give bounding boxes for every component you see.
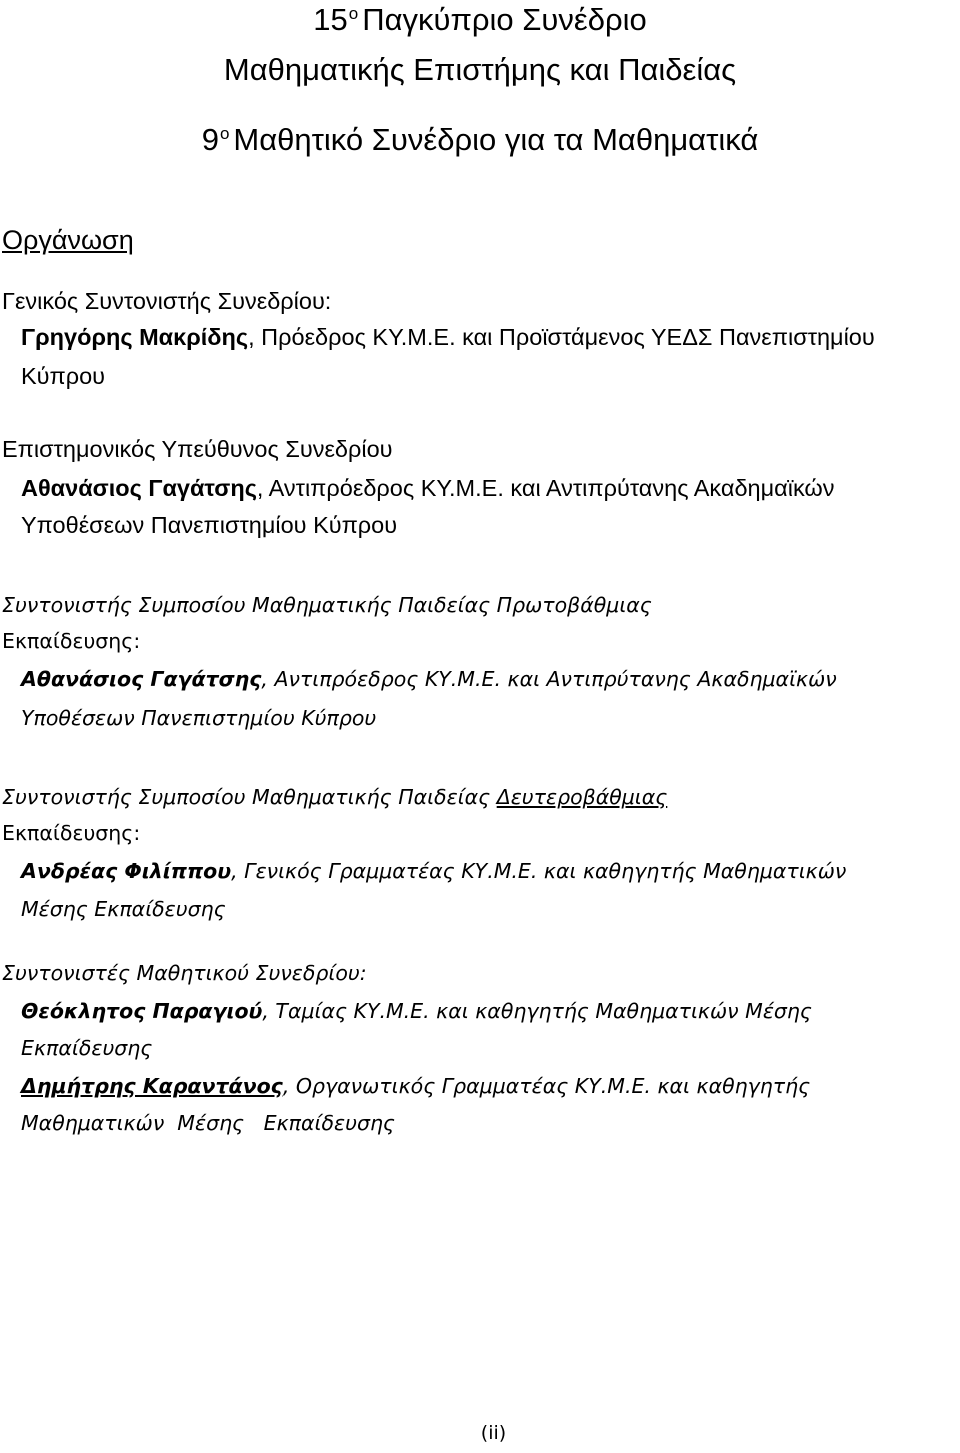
student-coordinator-2-name: Δημήτρης Καραντάνος	[21, 1074, 283, 1098]
primary-coordinator-line	[21, 667, 837, 691]
scientific-lead-line	[21, 475, 835, 502]
student-coordinator-1-role: , Ταμίας ΚΥ.Μ.Ε. και καθηγητής Μαθηματικών Μέσης	[262, 999, 812, 1023]
student-coordinator-2-role: , Οργανωτικός Γραμματέας ΚΥ.Μ.Ε. και καθηγητής	[282, 1074, 811, 1098]
primary-coordinator-role: , Αντιπρόεδρος ΚΥ.Μ.Ε. και Αντιπρύτανης Ακαδημαϊκών	[261, 667, 837, 691]
secondary-coordinator-role-cont: Μέσης Εκπαίδευσης	[21, 897, 226, 921]
ordinal-superscript: ο	[219, 124, 230, 143]
general-coordinator-role-cont: Κύπρου	[21, 363, 106, 389]
student-coordinators-label: Συντονιστές Μαθητικού Συνεδρίου:	[2, 961, 367, 985]
conference-title-line2: Μαθηματικής Επιστήμης και Παιδείας	[223, 52, 737, 87]
organisation-heading: Οργάνωση	[2, 225, 134, 255]
student-coordinator-1-name: Θεόκλητος Παραγιού	[21, 999, 263, 1023]
general-coordinator-label: Γενικός Συντονιστής Συνεδρίου:	[2, 288, 332, 314]
primary-coordinator-label-cont: Εκπαίδευσης:	[2, 629, 141, 653]
scientific-lead-label: Επιστημονικός Υπεύθυνος Συνεδρίου	[2, 436, 393, 462]
secondary-coordinator-role: , Γενικός Γραμματέας ΚΥ.Μ.Ε. και καθηγητής Μαθηματικών	[231, 859, 847, 883]
student-conference-title: $9^o$ Μαθητικό Συνέδριο για τα Μαθηματικά	[201, 122, 759, 157]
scientific-lead-role-cont: Υποθέσεων Πανεπιστημίου Κύπρου	[21, 512, 398, 538]
primary-coordinator-role-cont: Υποθέσεων Πανεπιστημίου Κύπρου	[21, 706, 377, 730]
page-number: (ii)	[480, 1422, 507, 1444]
general-coordinator-name: Γρηγόρης Μακρίδης	[21, 324, 249, 350]
scientific-lead-role: , Αντιπρόεδρος ΚΥ.Μ.Ε. και Αντιπρύτανης Ακαδημαϊκών	[256, 475, 835, 501]
conference-title-line1: $15^o$ Παγκύπριο Συνέδριο	[313, 2, 647, 37]
primary-coordinator-label: Συντονιστής Συμποσίου Μαθηματικής Παιδείας Πρωτοβάθμιας	[2, 593, 652, 617]
student-coordinator-1-line	[21, 999, 812, 1023]
general-coordinator-line	[21, 324, 875, 351]
student-coordinator-2-role-cont: Μαθηματικών Μέσης Εκπαίδευσης	[21, 1111, 395, 1135]
ordinal-superscript: ο	[348, 4, 359, 23]
secondary-coordinator-line	[21, 859, 846, 883]
student-coordinator-2-line	[21, 1074, 810, 1098]
primary-coordinator-name: Αθανάσιος Γαγάτσης	[21, 667, 262, 691]
general-coordinator-role: , Πρόεδρος ΚΥ.Μ.Ε. και Προϊστάμενος ΥΕΔΣ Πανεπιστημίου	[248, 324, 875, 350]
secondary-coordinator-label: Συντονιστής Συμποσίου Μαθηματικής Παιδείας Δευτεροβάθμιας	[2, 785, 668, 809]
secondary-coordinator-name: Ανδρέας Φιλίππου	[21, 859, 232, 883]
scientific-lead-name: Αθανάσιος Γαγάτσης	[21, 475, 257, 501]
secondary-coordinator-label-cont: Εκπαίδευσης:	[2, 821, 141, 845]
student-coordinator-1-role-cont: Εκπαίδευσης	[21, 1036, 153, 1060]
